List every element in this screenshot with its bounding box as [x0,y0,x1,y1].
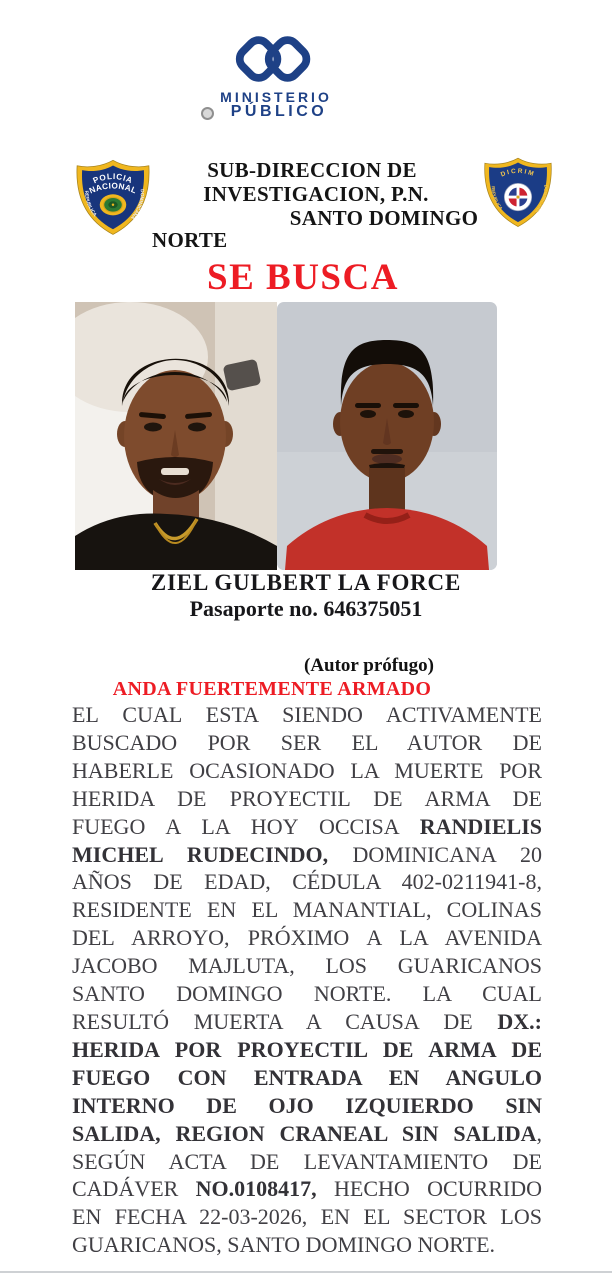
body-line [72,1092,542,1120]
header-line1: SUB-DIRECCION DE [207,158,417,182]
badge-left-top2: NACIONAL [88,181,139,196]
body-line [72,1064,542,1092]
policia-nacional-badge [74,156,152,238]
body-segment: RESIDENTE EN EL MANANTIAL, COLINAS [72,897,542,923]
body-segment: FUEGO A LA HOY OCCISA [72,813,420,839]
badge-right-side-left: REPUBLICA [490,186,504,211]
body-line [72,813,542,841]
badge-left-center-emblem [100,194,127,215]
body-segment: SEGÚN ACTA DE LEVANTAMIENTO DE [72,1148,542,1174]
ministry-name-line1: MINISTERIO [220,89,332,105]
bottom-divider [0,1271,612,1273]
header-line4: NORTE [152,228,228,252]
body-segment: HERIDA POR PROYECTIL DE ARMA DE [72,1036,542,1062]
body-segment: RESULTÓ MUERTA A CAUSA DE [72,1008,498,1034]
body-line [72,952,542,980]
badge-right-top: DICRIM [499,167,537,179]
dicrim-badge [482,155,554,229]
body-segment: JACOBO MAJLUTA, LOS GUARICANOS [72,953,542,979]
badge-left-side-left: REPUBLICA [83,190,97,218]
wanted-title: SE BUSCA [207,257,399,298]
suspect-name: ZIEL GULBERT LA FORCE [150,570,462,595]
body-line [72,1148,542,1176]
body-line [72,785,542,813]
body-segment: SANTO DOMINGO NORTE. LA CUAL [72,981,542,1007]
body-segment: EN FECHA 22-03-2026, EN EL SECTOR LOS [72,1204,542,1230]
body-line [72,841,542,869]
body-line [72,980,542,1008]
suspect-photo-selfie [75,302,277,570]
body-segment: EL CUAL ESTA SIENDO ACTIVAMENTE [72,702,542,727]
body-line [72,1231,542,1259]
body-line [72,868,542,896]
body-segment: DX.: [497,1008,542,1034]
body-segment: DOMINICANA 20 [328,841,542,867]
ministry-name-line2: PÚBLICO [230,103,328,120]
seal-icon [201,107,214,120]
suspect-photo-id [277,302,497,570]
body-line [72,1203,542,1231]
suspect-passport-number: Pasaporte no. 646375051 [189,596,423,621]
header-line3: SANTO DOMINGO [289,206,479,230]
fugitive-status: (Autor prófugo) [303,655,435,676]
badge-left-side-right: DOMINICANA [129,188,144,220]
body-line [72,1008,542,1036]
body-line [72,1175,542,1203]
body-line [72,924,542,952]
armed-warning: ANDA FUERTEMENTE ARMADO [112,678,432,700]
body-line [72,729,542,757]
body-segment: HERIDA DE PROYECTIL DE ARMA DE [72,785,542,811]
body-segment: INTERNO DE OJO IZQUIERDO SIN [72,1092,542,1118]
body-line [72,896,542,924]
body-segment: NO.0108417, [195,1176,317,1202]
body-segment: HABERLE OCASIONADO LA MUERTE POR [72,757,542,783]
body-line [72,1036,542,1064]
body-line [72,757,542,785]
body-segment: FUEGO CON ENTRADA EN ANGULO [72,1064,542,1090]
body-line [72,701,542,729]
header-line2: INVESTIGACION, P.N. [203,182,429,206]
ministerio-publico-knot-icon [226,30,324,88]
body-segment: AÑOS DE EDAD, CÉDULA 402-0211941-8, [72,869,542,895]
badge-right-center-emblem [504,183,531,210]
body-segment: GUARICANOS, SANTO DOMINGO NORTE. [72,1232,496,1258]
body-segment: HECHO OCURRIDO [316,1176,542,1202]
body-line [72,1120,542,1148]
body-segment: SALIDA, REGION CRANEAL SIN SALIDA [72,1120,537,1146]
badge-left-top1: POLICIA [91,171,135,186]
body-text [72,701,542,1259]
body-segment: MICHEL RUDECINDO, [72,841,329,867]
body-segment: RANDIELIS [419,813,542,839]
badge-right-side-right: DOMINICANA [534,184,549,214]
body-segment: BUSCADO POR SER EL AUTOR DE [72,729,542,755]
body-segment: DEL ARROYO, PRÓXIMO A LA AVENIDA [72,925,542,951]
body-segment: , [536,1120,542,1146]
body-segment: CADÁVER [72,1176,196,1202]
